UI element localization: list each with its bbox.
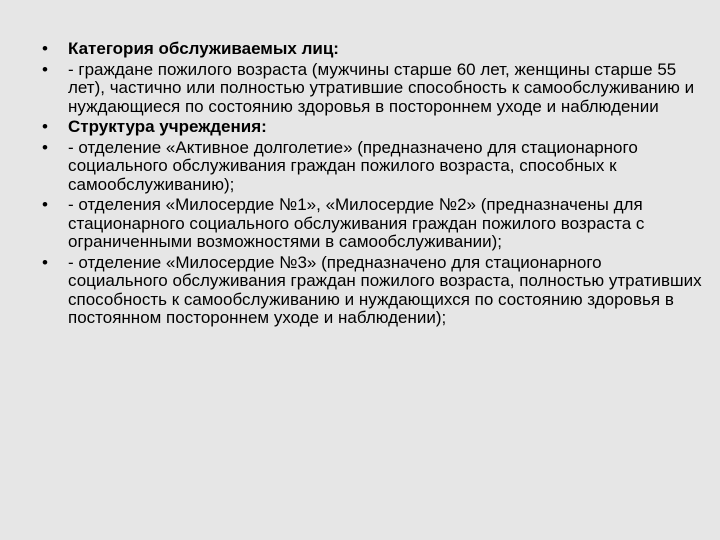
- bullet-item-department-active-longevity: [42, 139, 702, 195]
- bullet-marker: •: [42, 59, 48, 79]
- structure-heading: Структура учреждения:: [68, 117, 267, 136]
- department-mercy-3: - отделение «Милосердие №3» (предназначено для стационарного социального обслуживания граждан пожилого возраста, полностью утративших способность к самообслуживанию и нуждающихся по состоянию здоровья в постоянном постороннем уходе и наблюдении);: [68, 252, 702, 327]
- bullet-item-structure-heading: [42, 118, 702, 137]
- bullet-marker: •: [42, 39, 48, 58]
- bullet-marker: •: [42, 195, 48, 214]
- bullet-item-department-mercy-3: [42, 254, 702, 328]
- bullet-item-category-description: [42, 61, 702, 117]
- bullet-marker: •: [42, 252, 48, 272]
- department-mercy-1-2: - отделения «Милосердие №1», «Милосердие №2» (предназначены для стационарного социального обслуживания граждан пожилого возраста с ограниченными возможностями в самообслуживании);: [68, 195, 645, 251]
- bullet-marker: •: [42, 117, 48, 136]
- bullet-item-category-heading: [42, 40, 702, 59]
- department-active-longevity: - отделение «Активное долголетие» (предназначено для стационарного социального обслуживания граждан пожилого возраста, способных к самообслуживанию);: [68, 137, 638, 194]
- bullet-list: [42, 40, 702, 330]
- category-description: - граждане пожилого возраста (мужчины старше 60 лет, женщины старше 55 лет), частично или полностью утратившие способность к самообслуживанию и нуждающиеся по состоянию здоровья в постороннем уходе и наблюдении: [68, 59, 695, 116]
- bullet-marker: •: [42, 137, 48, 157]
- category-heading: Категория обслуживаемых лиц:: [68, 39, 339, 58]
- bullet-item-department-mercy-1-2: [42, 196, 702, 252]
